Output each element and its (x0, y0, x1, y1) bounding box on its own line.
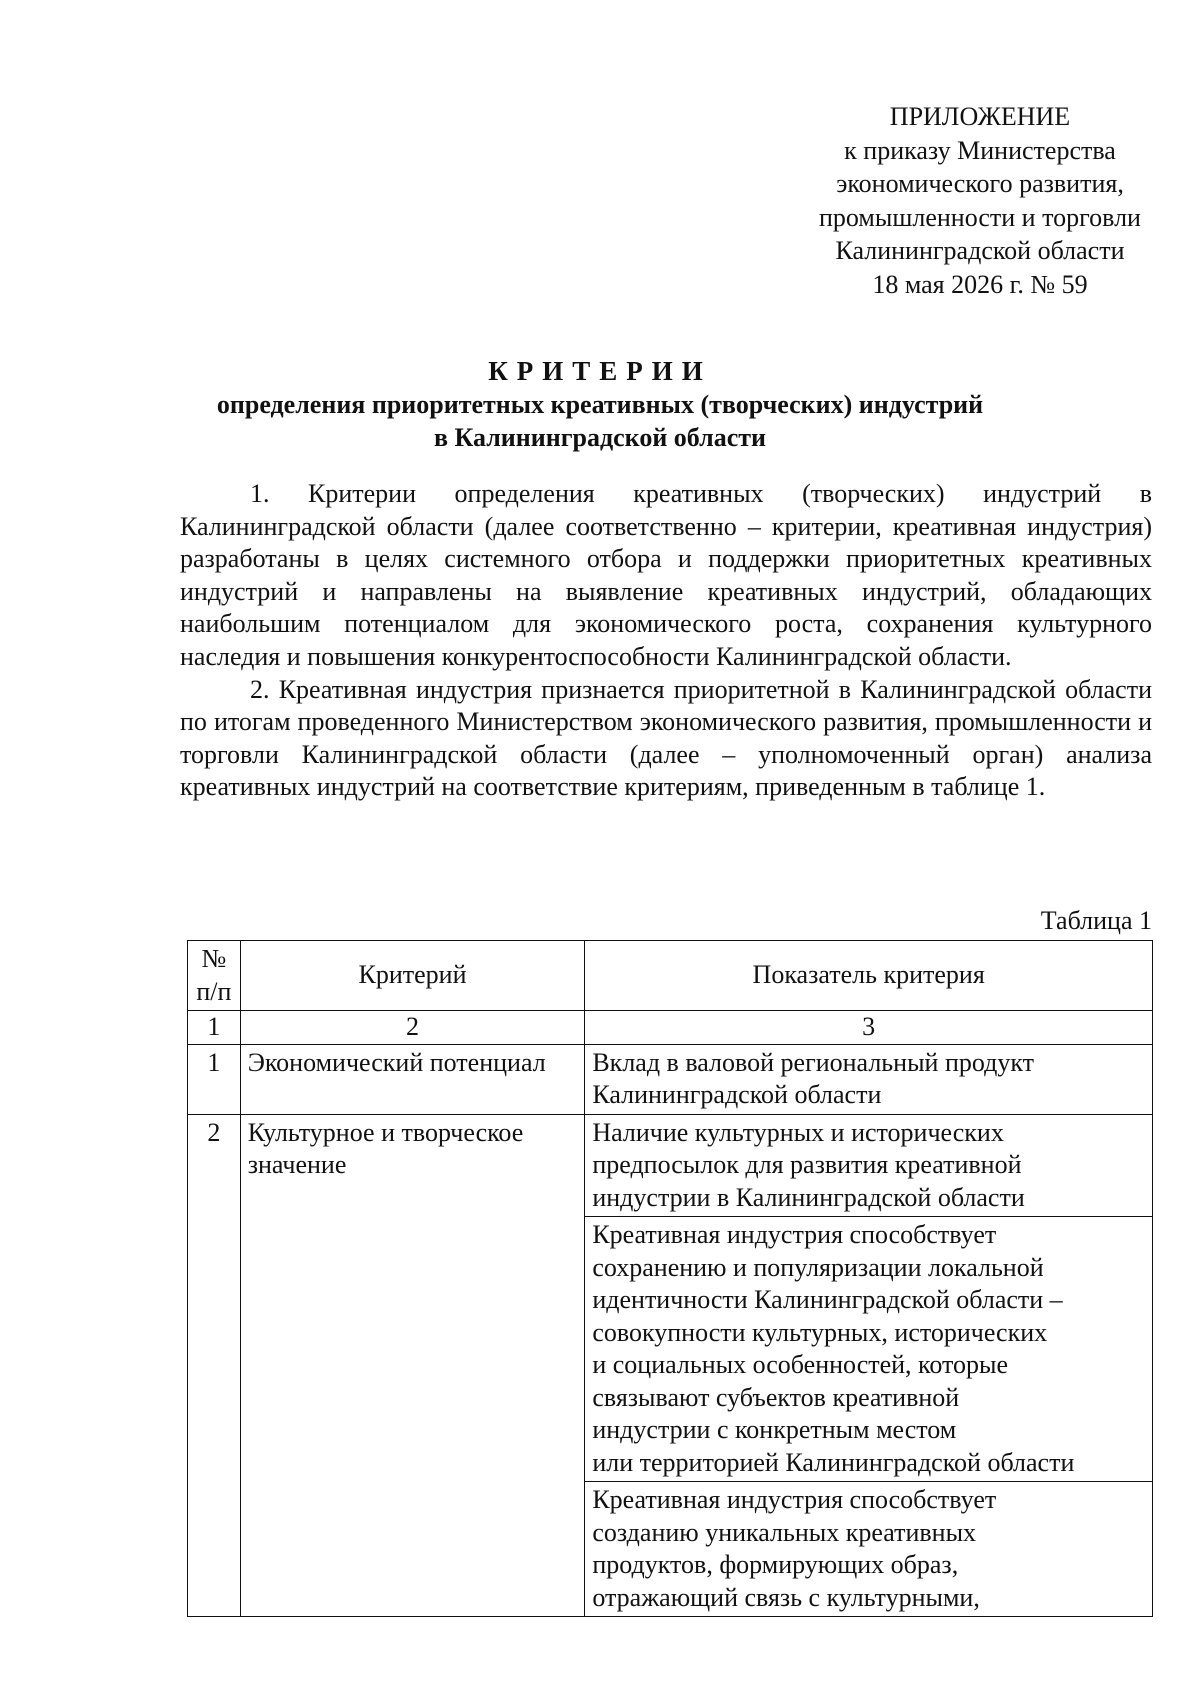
paragraph-2: 2. Креативная индустрия признается приоритетной в Калининградской области по итогам проведенного Министерством экономического развития, промышленности и торговли Калининградской области (далее – уполномоченный орган) анализа креативных индустрий на соответствие критериям, приведенным в таблице 1. (180, 674, 1152, 802)
table-row (188, 1044, 1153, 1114)
body-text (180, 478, 1152, 804)
table-header-row (188, 941, 1153, 1011)
document-title: КРИТЕРИИ (488, 356, 712, 386)
row-indicator: Вклад в валовой региональный продукт Калининградской области (585, 1044, 1153, 1114)
row-indicator: Креативная индустрия способствует созданию уникальных креативных продуктов, формирующих образ, отражающий связь с культурными, (585, 1482, 1153, 1617)
column-number: 3 (585, 1011, 1153, 1045)
table-caption: Таблица 1 (1040, 906, 1152, 935)
document-heading (150, 355, 1050, 454)
row-number: 1 (188, 1044, 241, 1114)
row-criterion: Экономический потенциал (240, 1044, 585, 1114)
appendix-line: промышленности и торговли (819, 202, 1141, 232)
appendix-line: Калининградской области (835, 236, 1125, 265)
row-indicator: Креативная индустрия способствует сохранению и популяризации локальной идентичности Калининградской области – совокупности культурных, исторических и социальных особенностей, которые связывают субъектов креативной индустрии с конкретным местом или территорией Калининградской области (585, 1217, 1153, 1482)
row-number: 2 (188, 1114, 241, 1617)
appendix-line: ПРИЛОЖЕНИЕ (889, 102, 1071, 131)
row-indicator: Наличие культурных и исторических предпосылок для развития креативной индустрии в Калининградской области (585, 1114, 1153, 1217)
criteria-table (187, 940, 1153, 1617)
header-indicator: Показатель критерия (585, 941, 1153, 1011)
header-number: № п/п (188, 941, 241, 1011)
column-number: 2 (240, 1011, 585, 1045)
appendix-line: экономического развития, (836, 169, 1124, 198)
heading-line: в Калининградской области (433, 423, 767, 452)
appendix-block (790, 100, 1170, 301)
heading-line: определения приоритетных креативных (творческих) индустрий (216, 390, 984, 419)
appendix-line: к приказу Министерства (844, 135, 1116, 165)
table-numbering-row (188, 1011, 1153, 1045)
paragraph-1: 1. Критерии определения креативных (творческих) индустрий в Калининградской области (далее соответственно – критерии, креативная индустрия) разработаны в целях системного отбора и поддержки приоритетных креативных индустрий и направлены на выявление креативных индустрий, обладающих наибольшим потенциалом для экономического роста, сохранения культурного наследия и повышения конкурентоспособности Калининградской области. (180, 479, 1152, 671)
row-criterion: Культурное и творческое значение (240, 1114, 585, 1617)
column-number: 1 (188, 1011, 241, 1045)
table-row (188, 1114, 1153, 1217)
header-criterion: Критерий (240, 941, 585, 1011)
appendix-line: 18 мая 2026 г. № 59 (872, 269, 1088, 299)
